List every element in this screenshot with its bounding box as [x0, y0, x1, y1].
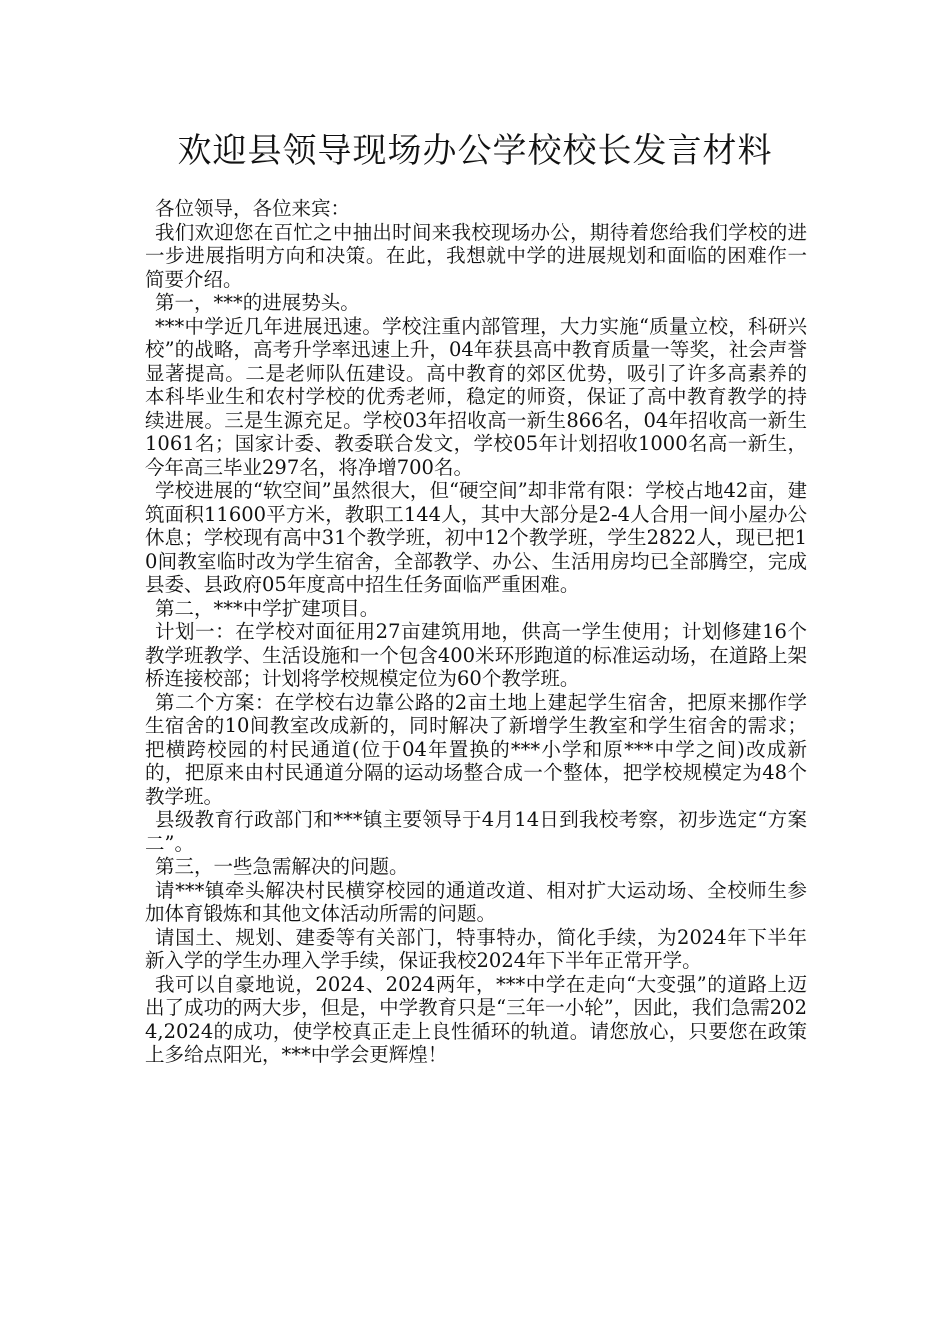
section-heading-2: 第二，***中学扩建项目。	[155, 596, 380, 620]
document-title: 欢迎县领导现场办公学校校长发言材料	[177, 131, 773, 171]
paragraph-space: 学校进展的“软空间”虽然很大，但“硬空间”却非常有限：学校占地42亩，建筑面积11600平方米，教职工144人，其中大部分是2-4人合用一间小屋办公休息；学校现有高中31个教学班，初中12个教学班，学生2822人，现已把10间教室临时改为学生宿舍，全部教学、办公、生活用房均已全部腾空，完成县委、县政府05年度高中招生任务面临严重困难。	[145, 479, 807, 596]
paragraph-salutation: 各位领导，各位来宾：	[155, 197, 351, 220]
paragraph-closing: 我可以自豪地说，2024、2024两年，***中学在走向“大变强”的道路上迈出了成功的两大步，但是，中学教育只是“三年一小轮”，因此，我们急需2024,2024的成功，使学校真正走上良性循环的轨道。请您放心，只要您在政策上多给点阳光，***中学会更辉煌！	[145, 972, 807, 1066]
paragraph-development: ***中学近几年进展迅速。学校注重内部管理，大力实施“质量立校，科研兴校”的战略，高考升学率迅速上升，04年获县高中教育质量一等奖，社会声誉显著提高。二是老师队伍建设。高中教育的郊区优势，吸引了许多高素养的本科毕业生和农村学校的优秀老师，稳定的师资，保证了高中教育教学的持续进展。三是生源充足。学校03年招收高一新生866名，04年招收高一新生1061名；国家计委、教委联合发文，学校05年计划招收1000名高一新生，今年高三毕业297名，将净增700名。	[145, 314, 807, 479]
paragraph-inspection: 县级教育行政部门和***镇主要领导于4月14日到我校考察，初步选定“方案二”。	[145, 808, 807, 855]
paragraph-request-two: 请国土、规划、建委等有关部门，特事特办，简化手续，为2024年下半年新入学的学生办理入学手续，保证我校2024年下半年正常开学。	[145, 925, 807, 972]
paragraph-request-one: 请***镇牵头解决村民横穿校园的通道改道、相对扩大运动场、全校师生参加体育锻炼和其他文体活动所需的问题。	[145, 878, 807, 925]
section-heading-3: 第三，一些急需解决的问题。	[155, 855, 409, 878]
document-body	[145, 197, 807, 1067]
paragraph-welcome: 我们欢迎您在百忙之中抽出时间来我校现场办公，期待着您给我们学校的进一步进展指明方向和决策。在此，我想就中学的进展规划和面临的困难作一简要介绍。	[145, 220, 807, 291]
section-heading-1: 第一，***的进展势头。	[155, 291, 360, 314]
paragraph-plan-one: 计划一：在学校对面征用27亩建筑用地，供高一学生使用；计划修建16个教学班教学、生活设施和一个包含400米环形跑道的标准运动场，在道路上架桥连接校部；计划将学校规模定位为60个教学班。	[145, 620, 807, 690]
paragraph-plan-two: 第二个方案：在学校右边靠公路的2亩土地上建起学生宿舍，把原来挪作学生宿舍的10间教室改成新的，同时解决了新增学生教室和学生宿舍的需求；把横跨校园的村民通道(位于04年置换的***小学和原***中学之间)改成新的，把原来由村民通道分隔的运动场整合成一个整体，把学校规模定为48个教学班。	[145, 690, 807, 808]
